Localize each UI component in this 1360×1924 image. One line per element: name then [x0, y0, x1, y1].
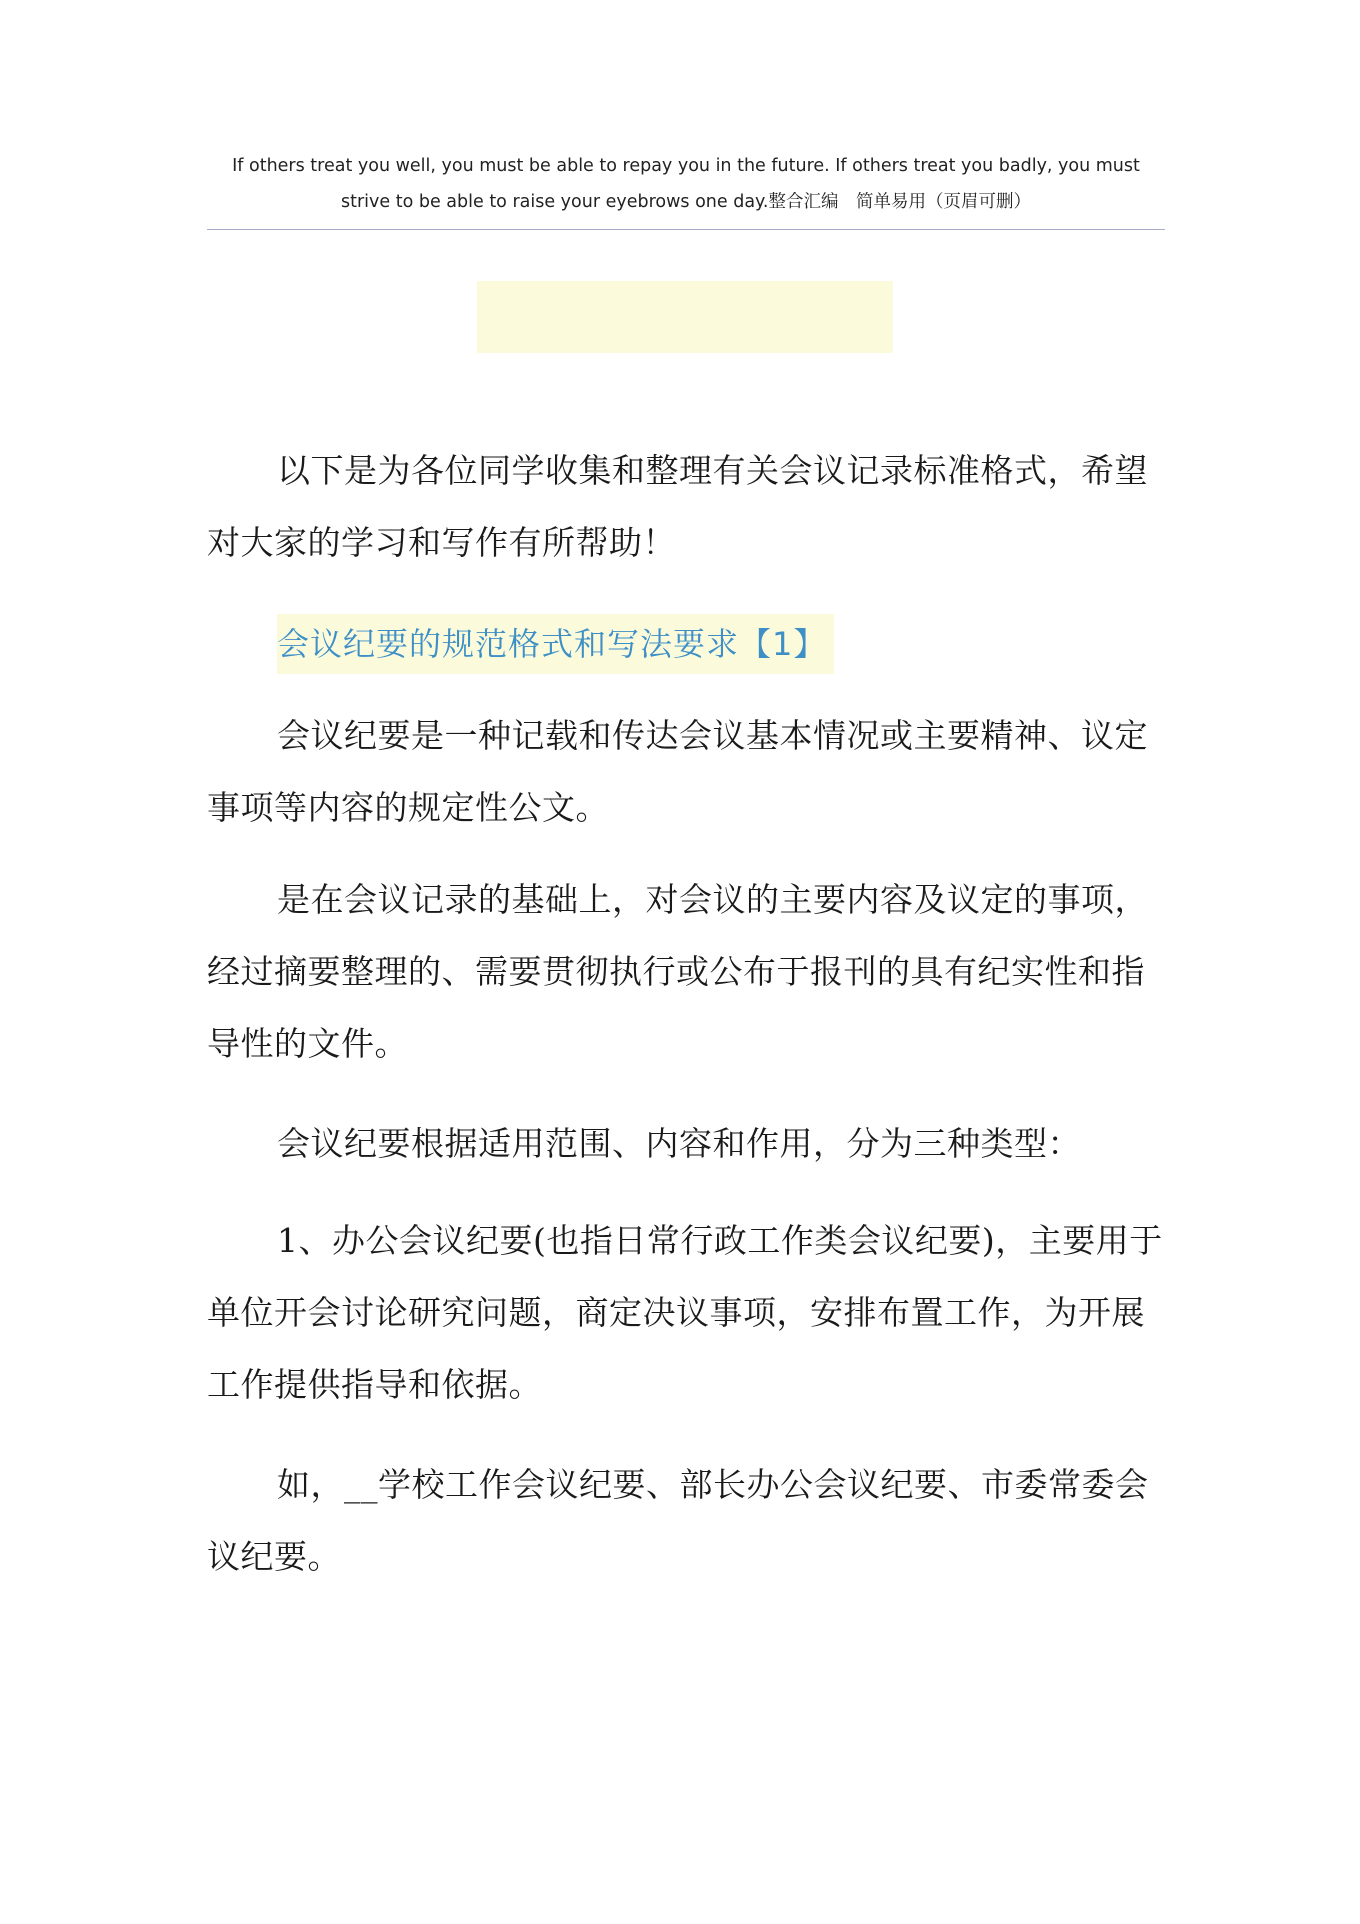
paragraph-types: 会议纪要根据适用范围、内容和作用，分为三种类型：: [277, 1124, 1081, 1163]
page-header: If others treat you well, you must be able to repay you in the future. If others treat you badly, you must strive to be able to raise your eyebrows one day.整合汇编 简单易用（页眉可删）: [232, 156, 1140, 212]
intro-paragraph: 以下是为各位同学收集和整理有关会议记录标准格式，希望对大家的学习和写作有所帮助！: [207, 451, 1148, 562]
paragraph-example: 如，__学校工作会议纪要、部长办公会议纪要、市委常委会议纪要。: [207, 1465, 1149, 1576]
paragraph-basis: 是在会议记录的基础上，对会议的主要内容及议定的事项，经过摘要整理的、需要贯彻执行或公布于报刊的具有纪实性和指导性的文件。: [207, 880, 1148, 1063]
header-divider: [207, 229, 1165, 230]
paragraph-definition: 会议纪要是一种记载和传达会议基本情况或主要精神、议定事项等内容的规定性公文。: [207, 716, 1148, 827]
highlight-box: [477, 281, 893, 353]
section-heading: 会议纪要的规范格式和写法要求【1】: [277, 614, 834, 674]
paragraph-type-1: 1、办公会议纪要(也指日常行政工作类会议纪要)，主要用于单位开会讨论研究问题，商定决议事项，安排布置工作，为开展工作提供指导和依据。: [207, 1221, 1163, 1404]
